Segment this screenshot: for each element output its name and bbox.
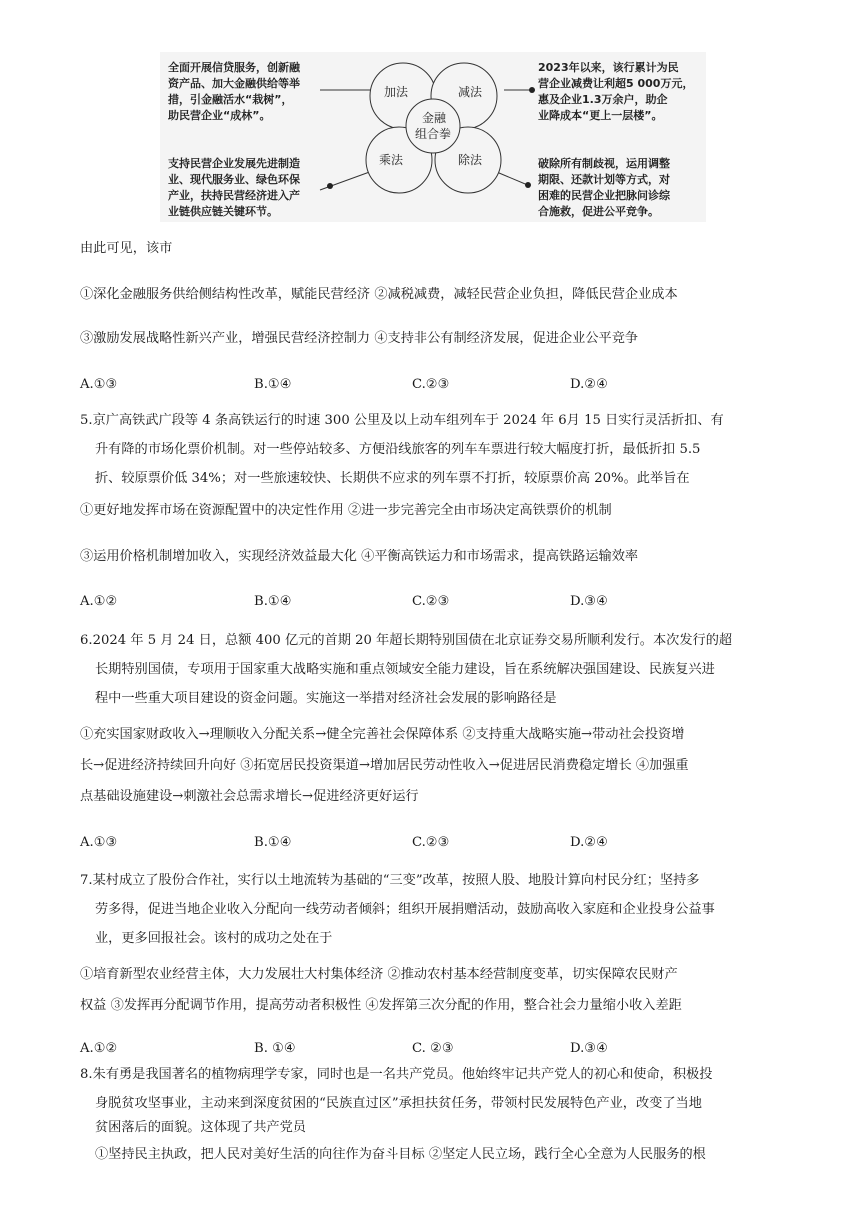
q7-stem-1: 7.某村成立了股份合作社，实行以土地流转为基础的“三变”改革，按照人股、地股计算向村民分红；坚持多: [80, 873, 700, 888]
circle-center: [406, 99, 460, 153]
q5-option-b[interactable]: B.①④: [254, 594, 292, 609]
q8-statement-1: ①坚持民主执政，把人民对美好生活的向往作为奋斗目标 ②坚定人民立场，践行全心全意为人民服务的根: [95, 1147, 706, 1162]
q5-stem-1: 5.京广高铁武广段等 4 条高铁运行的时速 300 公里及以上动车组列车于 2024 年 6月 15 日实行灵活折扣、有: [80, 413, 724, 428]
box-add-text: 全面开展信贷服务，创新融 资产品、加大金融供给等举 措，引金融活水“栽树”， 助民营企业“成林”。: [168, 61, 300, 122]
q7-option-a[interactable]: A.①②: [80, 1041, 118, 1056]
q6-stem-2: 长期特别国债，专项用于国家重大战略实施和重点领域安全能力建设，旨在系统解决强国建设、民族复兴进: [95, 662, 715, 677]
box-sub-text: 2023年以来，该行累计为民 营企业减费让利超5 000万元， 惠及企业1.3万余户，助企 业降成本“更上一层楼”。: [538, 61, 694, 122]
q7-statement-2: 权益 ③发挥再分配调节作用，提高劳动者积极性 ④发挥第三次分配的作用，整合社会力量缩小收入差距: [80, 998, 682, 1013]
q6-statement-2: 长→促进经济持续回升向好 ③拓宽居民投资渠道→增加居民劳动性收入→促进居民消费稳定增长 ④加强重: [80, 758, 689, 773]
label-sub: 减法: [458, 85, 483, 99]
q8-stem-3: 贫困落后的面貌。这体现了共产党员: [95, 1120, 306, 1135]
q8-stem-1: 8.朱有勇是我国著名的植物病理学专家，同时也是一名共产党员。他始终牢记共产党人的初心和使命，积极投: [80, 1067, 713, 1082]
q4-statement-2: ③激励发展战略性新兴产业，增强民营经济控制力 ④支持非公有制经济发展，促进企业公平竞争: [80, 331, 639, 346]
q4-option-a[interactable]: A.①③: [80, 377, 118, 392]
q5-option-c[interactable]: C.②③: [412, 594, 450, 609]
label-center-2: 组合拳: [415, 127, 452, 141]
q4-option-d[interactable]: D.②④: [570, 377, 608, 392]
q6-statement-3: 点基础设施建设→刺激社会总需求增长→促进经济更好运行: [80, 789, 419, 804]
label-div: 除法: [458, 153, 483, 167]
q6-stem-3: 程中一些重大项目建设的资金问题。实施这一举措对经济社会发展的影响路径是: [95, 691, 557, 706]
q7-statement-1: ①培育新型农业经营主体，大力发展壮大村集体经济 ②推动农村基本经营制度变革，切实保障农民财产: [80, 967, 678, 982]
connector-dot-top-right: [529, 87, 535, 93]
q7-stem-2: 劳多得，促进当地企业收入分配向一线劳动者倾斜；组织开展捐赠活动，鼓励高收入家庭和企业投身公益事: [95, 902, 715, 917]
q6-option-b[interactable]: B.①④: [254, 835, 292, 850]
label-add: 加法: [384, 85, 409, 99]
q7-option-c[interactable]: C. ②③: [412, 1041, 454, 1056]
q4-lead: 由此可见，该市: [80, 241, 173, 256]
q7-option-d[interactable]: D.③④: [570, 1041, 608, 1056]
connector-dot-bottom-right: [525, 182, 531, 188]
q7-option-b[interactable]: B. ①④: [254, 1041, 296, 1056]
q4-option-c[interactable]: C.②③: [412, 377, 450, 392]
q6-statement-1: ①充实国家财政收入→理顺收入分配关系→健全完善社会保障体系 ②支持重大战略实施→带动社会投资增: [80, 727, 685, 742]
finance-combo-diagram: [160, 52, 706, 222]
q6-option-c[interactable]: C.②③: [412, 835, 450, 850]
q7-stem-3: 业，更多回报社会。该村的成功之处在于: [95, 931, 333, 946]
q4-statement-1: ①深化金融服务供给侧结构性改革，赋能民营经济 ②减税减费，减轻民营企业负担，降低民营企业成本: [80, 287, 678, 302]
q5-stem-3: 折、较原票价低 34%；对一些旅速较快、长期供不应求的列车票不打折，较原票价高 20%。此举旨在: [95, 471, 690, 486]
q5-statement-1: ①更好地发挥市场在资源配置中的决定性作用 ②进一步完善完全由市场决定高铁票价的机制: [80, 503, 612, 518]
q5-option-d[interactable]: D.③④: [570, 594, 608, 609]
q5-option-a[interactable]: A.①②: [80, 594, 118, 609]
label-center-1: 金融: [422, 111, 447, 125]
q4-option-b[interactable]: B.①④: [254, 377, 292, 392]
q8-stem-2: 身脱贫攻坚事业，主动来到深度贫困的“民族直过区”承担扶贫任务，带领村民发展特色产业，改变了当地: [95, 1096, 702, 1111]
q5-stem-2: 升有降的市场化票价机制。对一些停站较多、方便沿线旅客的列车车票进行较大幅度打折，最低折扣 5.5: [95, 442, 701, 457]
q6-option-a[interactable]: A.①③: [80, 835, 118, 850]
label-mul: 乘法: [379, 153, 404, 167]
q6-option-d[interactable]: D.②④: [570, 835, 608, 850]
q5-statement-2: ③运用价格机制增加收入，实现经济效益最大化 ④平衡高铁运力和市场需求，提高铁路运输效率: [80, 549, 639, 564]
box-mul-text: 支持民营企业发展先进制造 业、现代服务业、绿色环保 产业，扶持民营经济进入产 业链供应链关键环节。: [168, 157, 300, 218]
q6-stem-1: 6.2024 年 5 月 24 日，总额 400 亿元的首期 20 年超长期特别国债在北京证券交易所顺利发行。本次发行的超: [80, 633, 733, 648]
box-div-text: 破除所有制歧视，运用调整 期限、还款计划等方式，对 困难的民营企业把脉问诊综 合施救，促进公平竞争。: [538, 157, 670, 218]
